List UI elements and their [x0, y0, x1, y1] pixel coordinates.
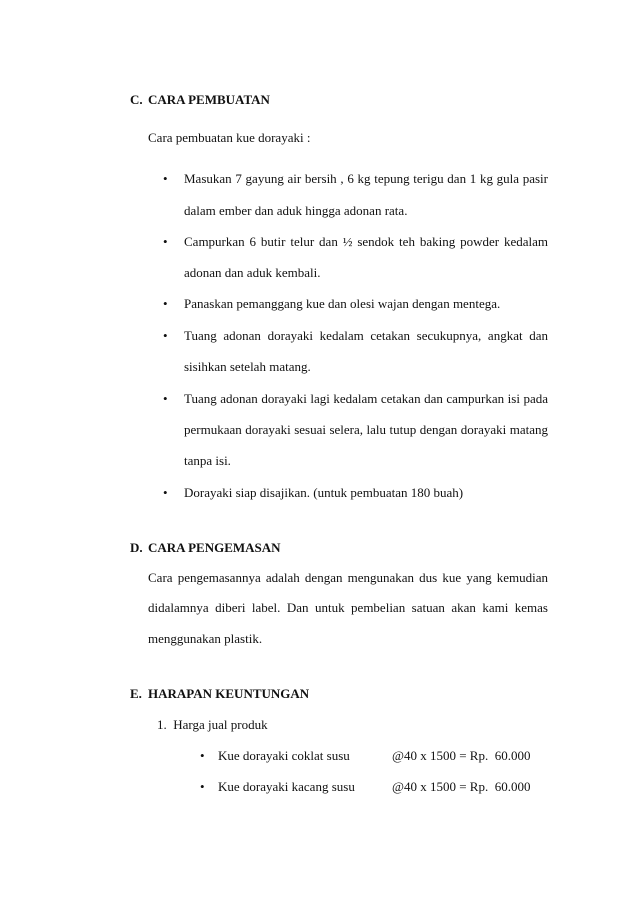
product-2-price: @40 x 1500 = Rp. 60.000 [392, 779, 531, 794]
bullet-icon: • [163, 296, 168, 311]
section-d-letter: D. [130, 540, 143, 555]
bullet-4-line-2: sisihkan setelah matang. [184, 359, 311, 374]
product-1-price: @40 x 1500 = Rp. 60.000 [392, 748, 531, 763]
section-d-line-2: didalamnya diberi label. Dan untuk pembelian satuan akan kami kemas [148, 600, 548, 615]
section-e-heading [130, 686, 309, 702]
section-d-line-3: menggunakan plastik. [148, 631, 263, 646]
bullet-1-line-2: dalam ember dan aduk hingga adonan rata. [184, 203, 408, 218]
section-c-title: CARA PEMBUATAN [148, 92, 270, 107]
bullet-icon: • [200, 748, 205, 763]
harga-jual-list-item: 1. Harga jual produk [157, 717, 268, 732]
section-e-letter: E. [130, 686, 142, 701]
section-c-intro: Cara pembuatan kue dorayaki : [148, 130, 311, 145]
bullet-icon: • [163, 234, 168, 249]
section-e-title: HARAPAN KEUNTUNGAN [148, 686, 310, 701]
section-c-heading [130, 92, 270, 108]
product-1-name: Kue dorayaki coklat susu [218, 748, 350, 763]
bullet-5-line-1: Tuang adonan dorayaki lagi kedalam cetakan dan campurkan isi pada [184, 391, 548, 406]
bullet-icon: • [163, 328, 168, 343]
bullet-icon: • [163, 391, 168, 406]
product-2-name: Kue dorayaki kacang susu [218, 779, 355, 794]
bullet-5-line-3: tanpa isi. [184, 453, 231, 468]
bullet-6-line-1: Dorayaki siap disajikan. (untuk pembuatan 180 buah) [184, 485, 464, 500]
section-d-title: CARA PENGEMASAN [148, 540, 281, 555]
bullet-4-line-1: Tuang adonan dorayaki kedalam cetakan secukupnya, angkat dan [184, 328, 548, 343]
section-c-letter: C. [130, 92, 143, 107]
bullet-icon: • [163, 485, 168, 500]
bullet-2-line-2: adonan dan aduk kembali. [184, 265, 321, 280]
bullet-icon: • [163, 171, 168, 186]
section-d-heading [130, 540, 281, 556]
bullet-3-line-1: Panaskan pemanggang kue dan olesi wajan dengan mentega. [184, 296, 501, 311]
section-d-line-1: Cara pengemasannya adalah dengan mengunakan dus kue yang kemudian [148, 570, 548, 585]
bullet-1-line-1: Masukan 7 gayung air bersih , 6 kg tepung terigu dan 1 kg gula pasir [184, 171, 548, 186]
bullet-icon: • [200, 779, 205, 794]
bullet-5-line-2: permukaan dorayaki sesuai selera, lalu tutup dengan dorayaki matang [184, 422, 548, 437]
bullet-2-line-1: Campurkan 6 butir telur dan ½ sendok teh baking powder kedalam [184, 234, 548, 249]
